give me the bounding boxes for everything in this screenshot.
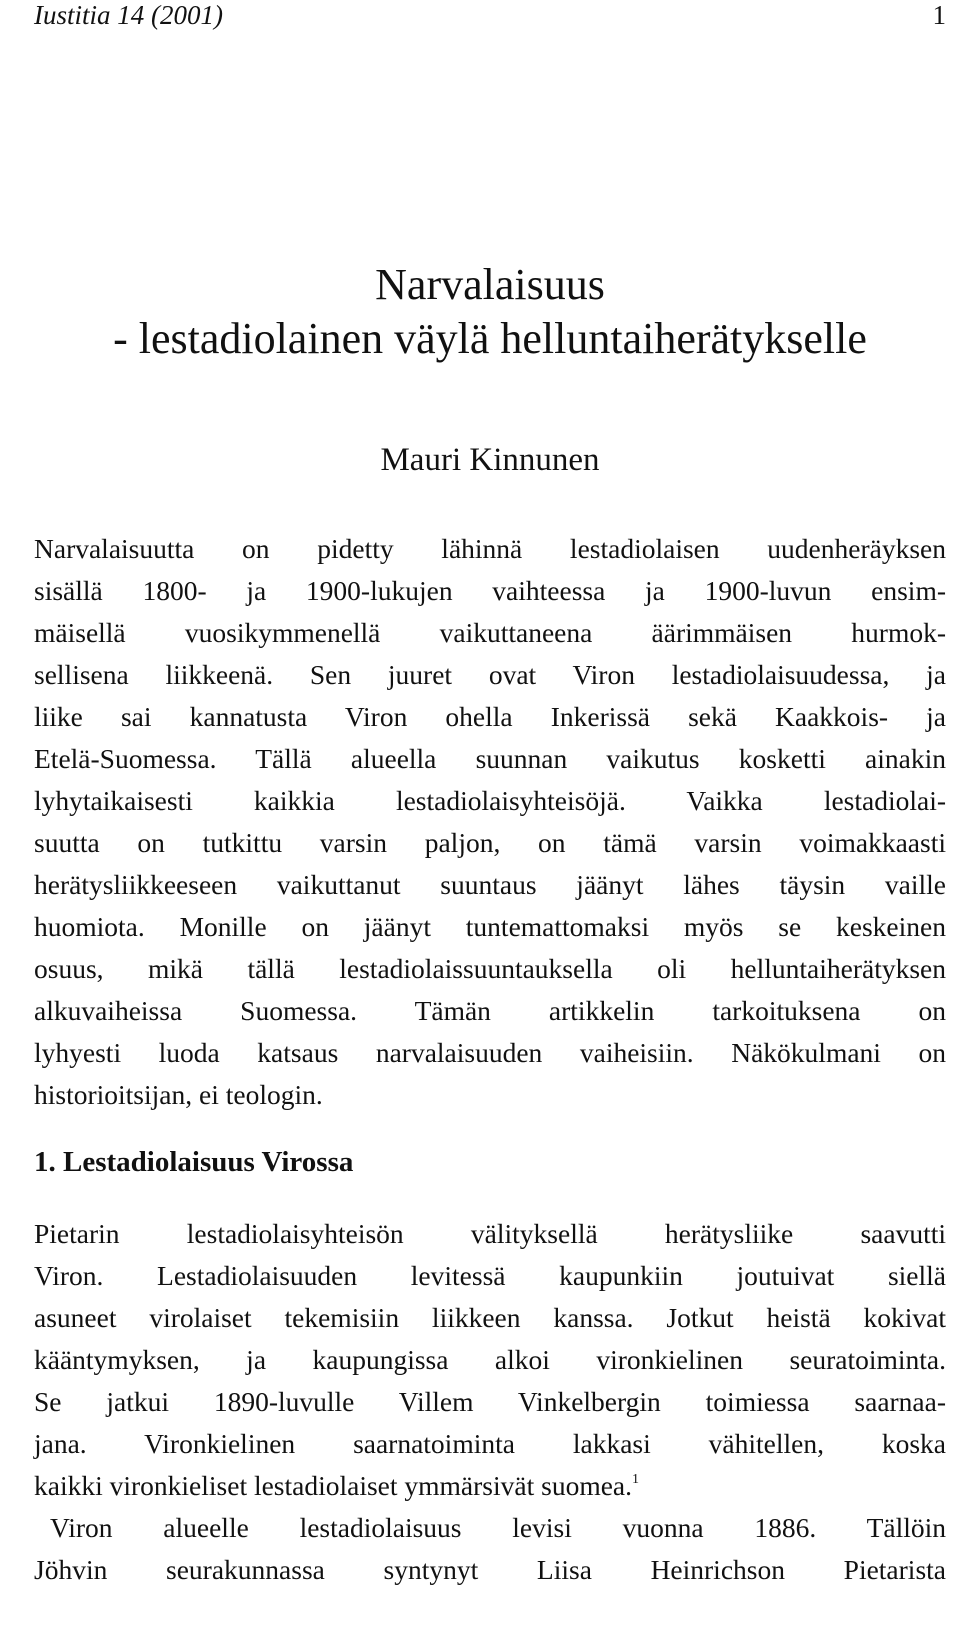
abstract-line: alkuvaiheissa Suomessa. Tämän artikkelin tarkoituksena on xyxy=(34,995,946,1026)
abstract-line: sellisena liikkeenä. Sen juuret ovat Viron lestadiolaisuudessa, ja xyxy=(34,659,946,690)
body-line-text: kaikki vironkieliset lestadiolaiset ymmärsivät suomea. xyxy=(34,1470,632,1501)
abstract-line: herätysliikkeeseen vaikuttanut suuntaus jäänyt lähes täysin vaille xyxy=(34,869,946,900)
body-line: Pietarin lestadiolaisyhteisön välityksellä herätysliike saavutti xyxy=(34,1218,946,1249)
abstract-line: lyhyesti luoda katsaus narvalaisuuden vaiheisiin. Näkökulmani on xyxy=(34,1037,946,1068)
abstract-line: lyhytaikaisesti kaikkia lestadiolaisyhteisöjä. Vaikka lestadiolai- xyxy=(34,785,946,816)
article-title xyxy=(34,258,946,366)
abstract-line: osuus, mikä tällä lestadiolaissuuntauksella oli helluntaiherätyksen xyxy=(34,953,946,984)
journal-citation: Iustitia 14 (2001) xyxy=(34,0,223,30)
abstract-line: huomiota. Monille on jäänyt tuntemattomaksi myös se keskeinen xyxy=(34,911,946,942)
body-line: Viron alueelle lestadiolaisuus levisi vuonna 1886. Tällöin xyxy=(50,1512,946,1543)
title-line-subtitle: - lestadiolainen väylä helluntaiherätykselle xyxy=(113,314,867,363)
abstract-line: mäisellä vuosikymmenellä vaikuttaneena äärimmäisen hurmok- xyxy=(34,617,946,648)
abstract-line: historioitsijan, ei teologin. xyxy=(34,1079,323,1110)
section-heading: 1. Lestadiolaisuus Virossa xyxy=(34,1146,354,1178)
author-name: Mauri Kinnunen xyxy=(380,442,600,478)
abstract-line: Etelä-Suomessa. Tällä alueella suunnan vaikutus kosketti ainakin xyxy=(34,743,946,774)
abstract-line: Narvalaisuutta on pidetty lähinnä lestadiolaisen uudenheräyksen xyxy=(34,533,946,564)
running-header xyxy=(34,0,946,30)
title-line-main: Narvalaisuus xyxy=(375,260,605,309)
body-line: Se jatkui 1890-luvulle Villem Vinkelbergin toimiessa saarnaa- xyxy=(34,1386,946,1417)
abstract-paragraph xyxy=(34,528,946,1116)
document-page xyxy=(34,0,946,1649)
body-line: asuneet virolaiset tekemisiin liikkeen kanssa. Jotkut heistä kokivat xyxy=(34,1302,946,1333)
body-line: jana. Vironkielinen saarnatoiminta lakkasi vähitellen, koska xyxy=(34,1428,946,1459)
body-line: kääntymyksen, ja kaupungissa alkoi vironkielinen seuratoiminta. xyxy=(34,1344,946,1375)
footnote-marker[interactable]: 1 xyxy=(632,1472,639,1487)
body-line-with-footnote xyxy=(34,1465,946,1507)
abstract-line: liike sai kannatusta Viron ohella Inkerissä sekä Kaakkois- ja xyxy=(34,701,946,732)
body-line: Jöhvin seurakunnassa syntynyt Liisa Heinrichson Pietarista xyxy=(34,1554,946,1585)
body-paragraph xyxy=(34,1213,946,1591)
abstract-line: suutta on tutkittu varsin paljon, on tämä varsin voimakkaasti xyxy=(34,827,946,858)
body-line: Viron. Lestadiolaisuuden levitessä kaupunkiin joutuivat siellä xyxy=(34,1260,946,1291)
page-number: 1 xyxy=(932,0,946,30)
abstract-line: sisällä 1800- ja 1900-lukujen vaihteessa ja 1900-luvun ensim- xyxy=(34,575,946,606)
